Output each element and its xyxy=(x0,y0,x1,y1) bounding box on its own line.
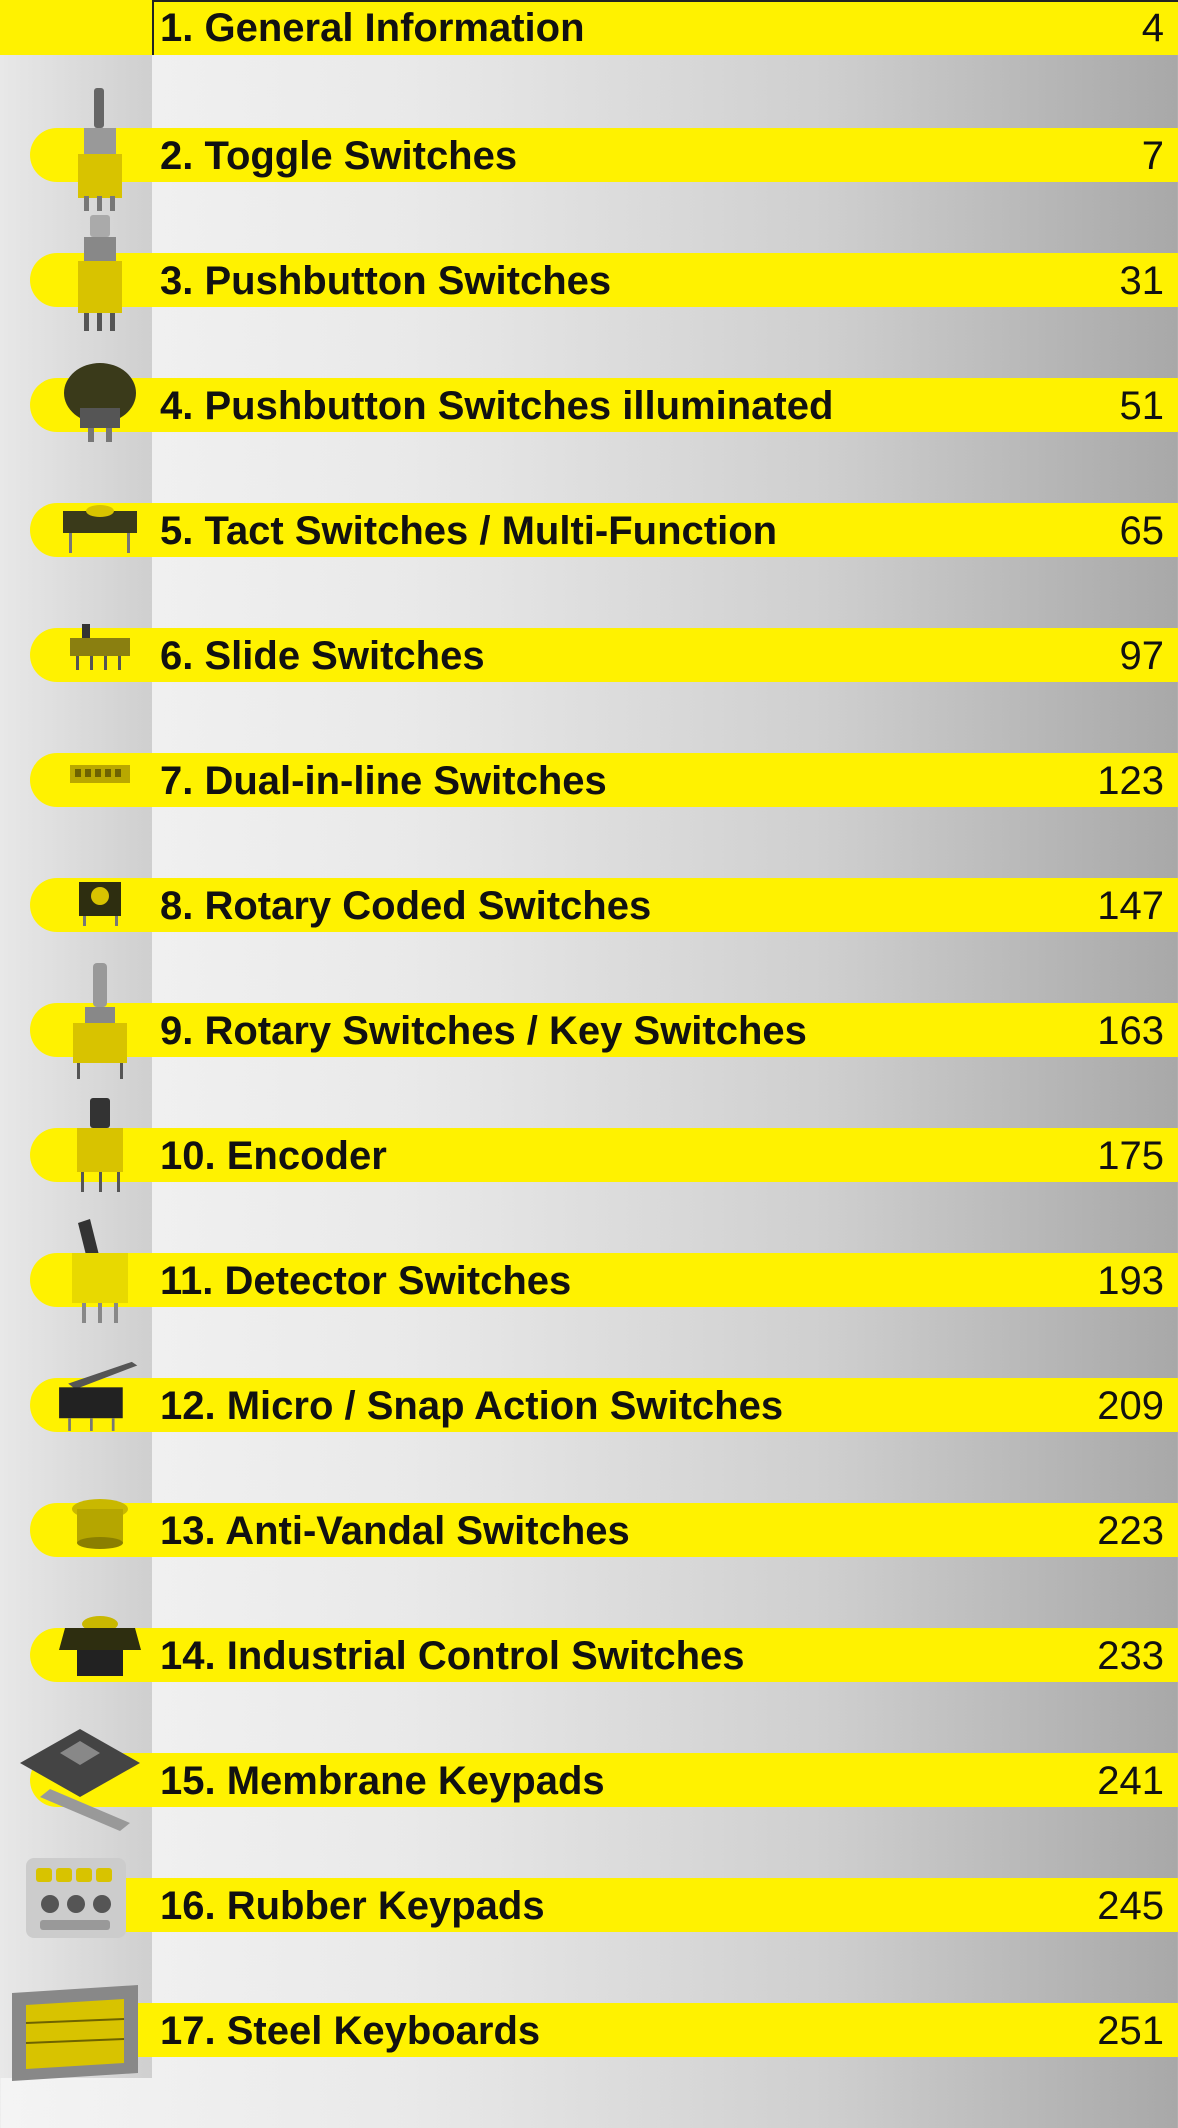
toc-page-number[interactable]: 97 xyxy=(1119,634,1164,678)
toc-page-number[interactable]: 123 xyxy=(1097,759,1164,803)
toc-row[interactable] xyxy=(0,1753,1178,1878)
toc-row[interactable] xyxy=(0,1128,1178,1253)
toc-page-number[interactable]: 241 xyxy=(1097,1759,1164,1803)
toc-page-number[interactable]: 251 xyxy=(1097,2009,1164,2053)
toc-title[interactable]: 8. Rotary Coded Switches xyxy=(160,884,652,928)
toc-row[interactable] xyxy=(0,878,1178,1003)
toc-title[interactable]: 7. Dual-in-line Switches xyxy=(160,759,607,803)
toc-page-number[interactable]: 31 xyxy=(1119,259,1164,303)
toc-title[interactable]: 14. Industrial Control Switches xyxy=(160,1634,745,1678)
steel-keyboard-icon xyxy=(4,1963,144,2088)
toc-row[interactable] xyxy=(0,1003,1178,1128)
toc-title[interactable]: 6. Slide Switches xyxy=(160,634,485,678)
toc-page-number[interactable]: 209 xyxy=(1097,1384,1164,1428)
toc-page-number[interactable]: 245 xyxy=(1097,1884,1164,1928)
micro-switch-icon xyxy=(50,1338,150,1463)
rubber-keypad-icon xyxy=(20,1838,140,1963)
rotary-switch-icon xyxy=(50,963,150,1088)
toc-row[interactable] xyxy=(0,753,1178,878)
divider xyxy=(152,0,154,55)
toc-page-number[interactable]: 65 xyxy=(1119,509,1164,553)
toc-row[interactable] xyxy=(0,503,1178,628)
toc-title[interactable]: 9. Rotary Switches / Key Switches xyxy=(160,1009,807,1053)
membrane-keypad-icon xyxy=(10,1713,140,1838)
toc-page-number[interactable]: 51 xyxy=(1119,384,1164,428)
toc-title[interactable]: 16. Rubber Keypads xyxy=(160,1884,545,1928)
toc-title[interactable]: 1. General Information xyxy=(160,6,585,50)
toc-row[interactable] xyxy=(0,1503,1178,1628)
toc-title[interactable]: 3. Pushbutton Switches xyxy=(160,259,612,303)
toc-title[interactable]: 10. Encoder xyxy=(160,1134,387,1178)
toc-row[interactable] xyxy=(0,128,1178,253)
encoder-icon xyxy=(50,1088,150,1213)
toc-page-number[interactable]: 4 xyxy=(1141,6,1164,50)
toc-page-number[interactable]: 7 xyxy=(1141,134,1164,178)
illuminated-pushbutton-icon xyxy=(50,338,150,463)
toc-page-number[interactable]: 163 xyxy=(1097,1009,1164,1053)
toc-page-number[interactable]: 193 xyxy=(1097,1259,1164,1303)
industrial-control-switch-icon xyxy=(50,1588,150,1713)
toc-title[interactable]: 2. Toggle Switches xyxy=(160,134,518,178)
toc-row[interactable] xyxy=(0,1378,1178,1503)
top-border xyxy=(152,0,1178,2)
dip-switch-icon xyxy=(50,713,150,838)
toc-title[interactable]: 13. Anti-Vandal Switches xyxy=(160,1509,630,1553)
toc-page-number[interactable]: 147 xyxy=(1097,884,1164,928)
toc-row[interactable] xyxy=(0,2003,1178,2128)
slide-switch-icon xyxy=(50,588,150,713)
toc-title[interactable]: 4. Pushbutton Switches illuminated xyxy=(160,384,834,428)
rotary-coded-switch-icon xyxy=(50,838,150,963)
toc-title[interactable]: 11. Detector Switches xyxy=(160,1259,572,1303)
toc-row[interactable] xyxy=(0,0,1178,125)
toc-row[interactable] xyxy=(0,378,1178,503)
toc-row[interactable] xyxy=(0,1628,1178,1753)
toc-row[interactable] xyxy=(0,253,1178,378)
toggle-switch-icon xyxy=(50,88,150,213)
toc-row[interactable] xyxy=(0,1878,1178,2003)
toc-page-number[interactable]: 233 xyxy=(1097,1634,1164,1678)
toc-row[interactable] xyxy=(0,1253,1178,1378)
pushbutton-switch-icon xyxy=(50,213,150,338)
toc-row[interactable] xyxy=(0,628,1178,753)
toc-title[interactable]: 12. Micro / Snap Action Switches xyxy=(160,1384,784,1428)
toc-title[interactable]: 5. Tact Switches / Multi-Function xyxy=(160,509,778,553)
detector-switch-icon xyxy=(50,1213,150,1338)
toc-page-number[interactable]: 223 xyxy=(1097,1509,1164,1553)
toc-title[interactable]: 15. Membrane Keypads xyxy=(160,1759,605,1803)
toc-title[interactable]: 17. Steel Keyboards xyxy=(160,2009,541,2053)
anti-vandal-switch-icon xyxy=(50,1463,150,1588)
toc-page-number[interactable]: 175 xyxy=(1097,1134,1164,1178)
tact-switch-icon xyxy=(50,463,150,588)
